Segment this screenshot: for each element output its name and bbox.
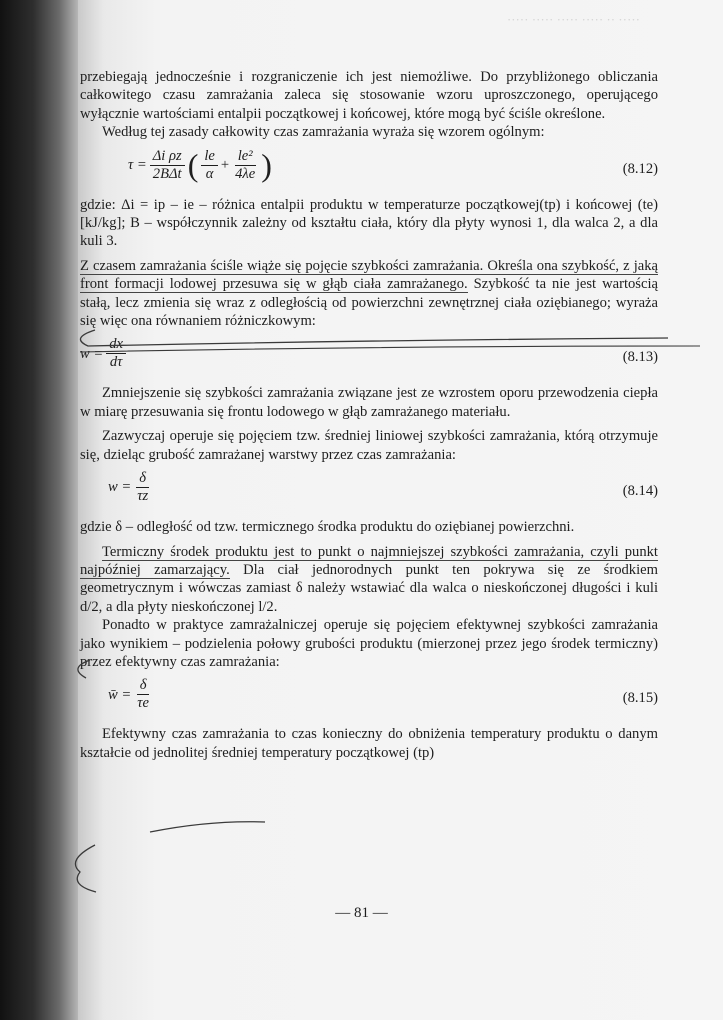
eq814-den: τz xyxy=(137,488,149,505)
eq813-label: (8.13) xyxy=(622,349,658,366)
eq812-den1: 2BΔt xyxy=(152,165,182,182)
eq815-den: τe xyxy=(137,695,149,712)
underlined-definition-1: Z czasem zamrażania ściśle wiąże się pojęcie szybkości zamrażania. Określa ona szybkość, z jaką front formacji lodowej przesuwa się w głąb ciała zamrażanego. xyxy=(80,257,658,293)
paragraph-1: przebiegają jednocześnie i rozgraniczenie ich jest niemożliwe. Do przybliżonego obliczania całkowitego czasu zamrażania zaleca się stosowanie wzoru uproszczonego, operującego wyłącznie wartościami entalpii początkowej i końcowej, które mogą być ściśle określone. xyxy=(80,69,658,122)
pen-stroke-2 xyxy=(80,346,700,352)
underlined-definition-2: Termiczny środek produktu jest to punkt o najmniejszej szybkości zamrażania, czyli punkt najpóźniej zamarzający. xyxy=(80,543,658,578)
eq812-plus: + xyxy=(220,156,230,173)
paragraph-2: Według tej zasady całkowity czas zamrażania wyraża się wzorem ogólnym: xyxy=(102,124,545,141)
eq813-num: dx xyxy=(106,336,126,354)
eq814-num: δ xyxy=(136,470,149,488)
eq812-label: (8.12) xyxy=(622,160,658,177)
eq812-num1: Δi ρz xyxy=(150,148,185,166)
eq815-label: (8.15) xyxy=(622,690,658,707)
eq812-den3: 4λe xyxy=(235,165,256,182)
pen-stroke-3 xyxy=(78,660,90,678)
right-paren: ) xyxy=(261,147,272,184)
pen-stroke-4 xyxy=(150,822,265,832)
left-paren: ( xyxy=(187,147,199,184)
eq815-num: δ xyxy=(137,677,150,695)
pen-stroke-1 xyxy=(80,330,668,346)
eq814-label: (8.14) xyxy=(622,483,658,500)
paragraph-9: Ponadto w praktyce zamrażalniczej operuje się pojęciem efektywnej szybkości zamrażania jako wynikiem – podzielenia połowy grubości produktu (mierzonej przez jego środek termiczny) przez efektywny czas zamrażania: xyxy=(80,617,658,670)
paragraph-7: gdzie δ – odległość od tzw. termicznego środka produktu do oziębianej powierzchni. xyxy=(80,519,575,536)
paragraph-3: gdzie: Δi = ip – ie – różnica entalpii produktu w temperaturze początkowej(tp) i końcowej (te) [kJ/kg]; B – współczynnik zależny od kształtu ciała, który dla płyty wynosi 1, dla walca 2, a dla kuli 3. xyxy=(80,196,658,250)
pen-bracket xyxy=(75,845,96,892)
eq812-num3: le² xyxy=(235,148,256,166)
page-number: — 81 — xyxy=(335,905,388,921)
paragraph-10: Efektywny czas zamrażania to czas konieczny do obniżenia temperatury produktu o danym kształcie od jednolitej średniej temperatury początkowej (tp) xyxy=(80,726,658,761)
eq813-den: dτ xyxy=(109,354,123,371)
paragraph-6: Zazwyczaj operuje się pojęciem tzw. średniej liniowej szybkości zamrażania, którą otrzymuje się, dzieląc grubość zamrażanej warstwy przez czas zamrażania: xyxy=(80,428,658,463)
paragraph-4-rest: Szybkość ta nie jest wartością stałą, lecz zmienia się wraz z odległością od powierzchni zewnętrznej ciała oziębianego; wyraża się więc ona równaniem różniczkowym: xyxy=(80,276,658,330)
eq812-num2: le xyxy=(201,148,218,166)
eq814-lhs: w = xyxy=(108,479,132,496)
eq815-lhs: w̄ = xyxy=(108,686,132,703)
eq812-den2: α xyxy=(205,165,214,182)
paragraph-5: Zmniejszenie się szybkości zamrażania związane jest ze wzrostem oporu przewodzenia ciepła w miarę przesuwania się frontu lodowego w głąb zamrażanego materiału. xyxy=(80,385,658,420)
eq813-lhs: w = xyxy=(80,345,104,362)
bleed-through-text: ····· ·· ····· ····· ····· ····· xyxy=(506,12,640,27)
paragraph-8-rest: Dla ciał jednorodnych punkt ten pokrywa się ze środkiem geometrycznym i wówczas zamiast δ należy wstawiać dla walca o nieskończonej długości i kuli d/2, a dla płyty nieskończonej l/2. xyxy=(80,561,658,615)
eq812-lhs: τ = xyxy=(128,156,147,173)
